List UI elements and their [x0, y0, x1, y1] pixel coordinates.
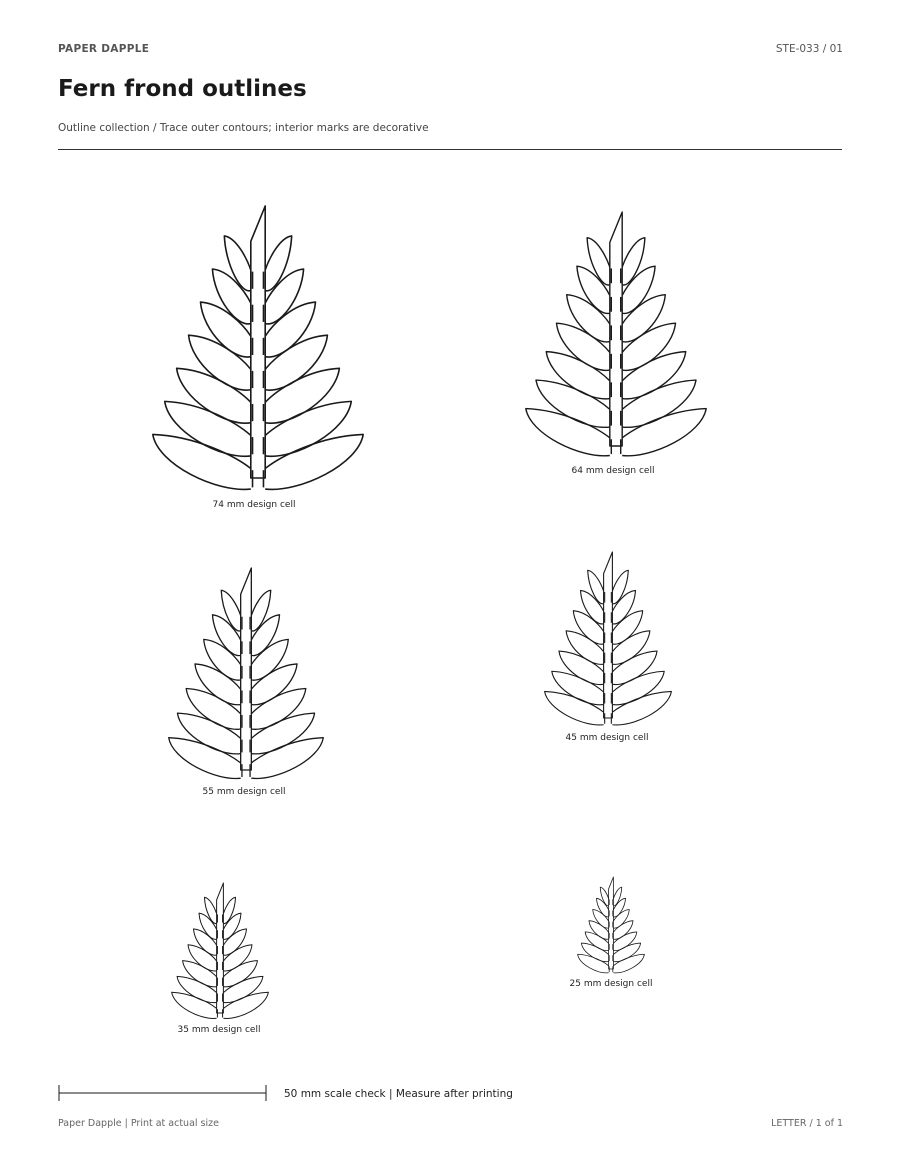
- brand-name: PAPER DAPPLE: [58, 43, 150, 55]
- footer-note: Paper Dapple | Print at actual size: [58, 1118, 219, 1129]
- design-cell-25mm: [578, 877, 644, 969]
- frond-leaflet: [189, 335, 251, 390]
- frond-leaflet: [612, 570, 628, 604]
- frond-outline: [169, 568, 324, 778]
- frond-leaflet: [578, 954, 609, 973]
- frond-leaflet: [223, 992, 268, 1018]
- frond-leaflet: [223, 945, 252, 971]
- design-cell-label-45mm: 45 mm design cell: [565, 733, 649, 743]
- frond-leaflet: [265, 236, 291, 291]
- frond-leaflet: [251, 664, 297, 705]
- frond-leaflet: [622, 238, 645, 285]
- frond-outline: [172, 883, 269, 1018]
- frond-outline: [545, 552, 672, 725]
- frond-leaflet: [224, 236, 250, 291]
- scale-check-bar: [58, 1084, 268, 1102]
- design-cell-35mm: [173, 883, 267, 1013]
- design-cell-45mm: [547, 552, 669, 718]
- frond-leaflet: [556, 323, 609, 370]
- frond-leaflet: [265, 335, 327, 390]
- frond-leaflet: [195, 664, 241, 705]
- design-cell-label-35mm: 35 mm design cell: [177, 1025, 261, 1035]
- design-cell-label-74mm: 74 mm design cell: [212, 500, 296, 510]
- frond-leaflet: [251, 590, 270, 631]
- frond-leaflet: [587, 238, 610, 285]
- frond-leaflet: [613, 921, 633, 940]
- frond-leaflet: [581, 943, 608, 962]
- frond-leaflet: [613, 954, 644, 973]
- fern-frond-64mm: [530, 212, 702, 446]
- design-cell-label-55mm: 55 mm design cell: [202, 787, 286, 797]
- frond-leaflet: [612, 631, 649, 665]
- page-title: Fern frond outlines: [58, 76, 307, 102]
- frond-leaflet: [585, 932, 608, 951]
- frond-leaflet: [588, 570, 604, 604]
- frond-leaflet: [188, 945, 217, 971]
- fern-frond-25mm: [578, 877, 644, 969]
- footer-page-info: LETTER / 1 of 1: [771, 1118, 843, 1129]
- fern-frond-35mm: [173, 883, 267, 1013]
- frond-leaflet: [265, 302, 315, 357]
- design-cell-64mm: [530, 212, 702, 446]
- frond-leaflet: [223, 976, 263, 1002]
- frond-leaflet: [200, 302, 250, 357]
- frond-outline: [526, 212, 706, 456]
- frond-leaflet: [622, 323, 675, 370]
- design-cell-55mm: [172, 568, 320, 770]
- design-cell-label-25mm: 25 mm design cell: [569, 979, 653, 989]
- frond-leaflet: [223, 961, 257, 987]
- frond-leaflet: [221, 590, 240, 631]
- frond-leaflet: [183, 961, 217, 987]
- fern-frond-74mm: [158, 206, 358, 478]
- fern-frond-45mm: [547, 552, 669, 718]
- frond-leaflet: [589, 921, 609, 940]
- frond-leaflet: [613, 932, 636, 951]
- page-subtitle: Outline collection / Trace outer contours; interior marks are decorative: [58, 122, 429, 134]
- frond-leaflet: [566, 631, 603, 665]
- design-cell-74mm: [158, 206, 358, 478]
- header-divider: [58, 149, 842, 150]
- frond-leaflet: [613, 943, 640, 962]
- frond-leaflet: [172, 992, 217, 1018]
- document-id: STE-033 / 01: [775, 43, 843, 55]
- frond-leaflet: [177, 976, 217, 1002]
- frond-outline: [578, 877, 645, 973]
- fern-frond-55mm: [172, 568, 320, 770]
- scale-check-label: 50 mm scale check | Measure after printing: [284, 1088, 513, 1100]
- frond-outline: [153, 206, 363, 489]
- design-cell-label-64mm: 64 mm design cell: [571, 466, 655, 476]
